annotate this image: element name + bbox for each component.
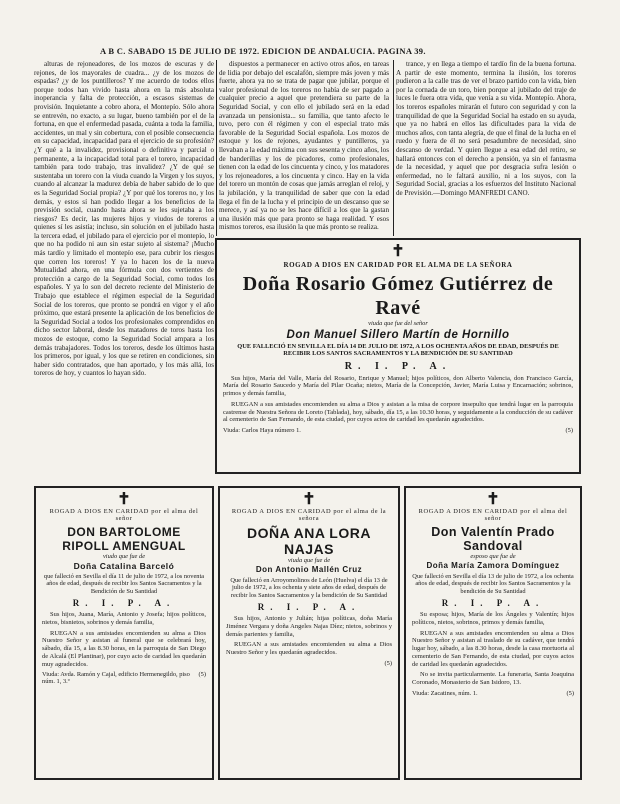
obituary-footer xyxy=(42,671,206,685)
obituary-ruego: ROGAD A DIOS EN CARIDAD por el alma del señor xyxy=(418,508,568,522)
obituary-right xyxy=(404,486,582,780)
obituary-fallecio: Que falleció en Sevilla el día 13 de julio de 1972, a los ochenta años de edad, después de recibir los Santos Sacramentos y la bendición de Su Santidad xyxy=(412,572,574,595)
obituary-viuda: viuda que fue del señor xyxy=(368,320,428,327)
obituary-family: Sus hijos, María del Valle, María del Rosario, Enrique y Manuel; hijos políticos, don Alberto Valencia, don Francisco García, María del Rosario Saucedo y María del Pilar Ocaña; nietos, María de la Concepción, Javier, María Luisa y Encarnación; sobrinos, primos y demás familia, xyxy=(223,374,573,398)
article-column-2 xyxy=(219,60,389,236)
obituary-ref: (5) xyxy=(565,427,573,434)
obituary-fallecio: que falleció en Sevilla el día 11 de julio de 1972, a los noventa años de edad, después de recibir los Santos Sacramentos y la Bendición de Su Santidad xyxy=(43,572,205,595)
column-divider xyxy=(393,60,394,236)
obituary-family: Sus hijos, Antonio y Julián; hijas políticas, doña María Jiménez Vergara y doña Angeles Najas Díez; nietos, sobrinos y demás parientes y familia, xyxy=(226,615,392,638)
obituary-name: DOÑA ANA LORA NAJAS xyxy=(247,525,371,557)
obituary-footer xyxy=(412,690,574,697)
obituary-husband: Don Manuel Sillero Martín de Hornillo xyxy=(286,328,510,341)
article-column-3 xyxy=(396,60,576,236)
obituary-family: Su esposa; hijos, María de los Ángeles y Valentín; hijos políticos, nietos, sobrinos, primos y demás familia, xyxy=(412,611,574,627)
obituary-footer xyxy=(226,660,392,667)
obituary-ruego: ROGAD A DIOS EN CARIDAD por el alma de la señora xyxy=(231,508,387,522)
obituary-ripa: R. I. P. A. xyxy=(441,598,545,609)
article-column-1-text: alturas de rejoneadores, de los mozos de escuras y de rejones, de los mayorales de cuadra... ¿y de los mozos de espadas? ¿y de los puntilleros? Y me acuerdo de todos ellos porque todos han vivido hasta ahora en la más absoluta inoperancia y falta de protección, a escasos sistemas de provisión. Inquietante a cobro ahora, el Montepío. Sólo ahora se entrevén, no exacto, a su lugar, bueno también por el de la fortuna, en que el enfermedad pasada, cuánta a toda la familia, accidentes, un mal y sin cobertura, con el posible consecuencia en su capacidad, incapacidad para el ejercicio de su profesión? ¿Y qué a la invalidez, provisional o definitiva y parcial o permanente, a la incapacidad total para el torero, incapacidad también para todo trabajo, tras invalidez? ¿Y de qué se sustentaba un torero con la viuda cuando la Virgen y los suyos, cuando al alcanzar la madurez debía de haber sabido de lo que es la Seguridad Social propia? ¿Y por qué los toreros no, y los demás, y estos sí han podido llegar a los beneficios de la previsión social, cuando hasta ahora se les sujetaba a los riesgos? Es decir, las mujeres hijos y viudos de toreros a quienes sí les asistía; incluso, sin solución en el jubilado hasta la tercera edad, el jubilado para el ejercicio por el montepío, lo que no ha podido ni aun sin estar sujeto al sistema? ¡Mucho más tardío y limitado el montepío ese, para cubrir los riesgos que corren los toreros! Y ya lo hacen los de la nueva Mutualidad ahora, en una fórmula con dos vertientes de protección a cargo de la Seguridad Social, como todos los españoles. Y ya lo son del decreto reciente del Ministerio de Trabajo que establece el régimen especial de la Seguridad Social de los toreros, que pronto se pondrá en vigor y el año próximo, que estará presente la aplicación de los beneficios de la Seguridad Social a todos los profesionales comprendidos en dicho sector laboral, desde los matadores de toros hasta los mozos de estoque, como la Seguridad Social ampara a los demás trabajadores. Todos los toreros, desde los últimos hasta los primeros, por igual, y los que se retiren en condiciones, sin haber sido contratados, que han aportado, y los más allá, los toreros de hoy, y cuantos lo hayan sido. xyxy=(34,60,214,378)
article-column-2-text: dispuestos a permanecer en activo otros años, en tareas de lidia por debajo del escalafón, siempre más joven y más fuerte, ahora ya no se trata de pagar que jubilar, porque el valor profesional de los toreros no había de ser pagado a cualquier precio a aquel que pretendiera su parte de la Seguridad Social, y con ello el jubilado será en la edad avanzada un pensionista... su familia, que tanto afecto le tuvo, pero con él régimen y con el especial trato más favorable de la Seguridad Social española. Los mozos de estoque y los de rejones, ayudantes y puntilleros, ya llevaban a la edad máxima con sus sesenta y cinco años, los de banderillas y los de picadores, como profesionales, tienen con la edad de los cincuenta y cinco, y los matadores y los rejoneadores, a los cincuenta y cinco. Hay en la vida del torero un montón de cosas que jamás arreglan el reloj, y la jubilación, y la tranquilidad de saber que con la edad llega el fin de la lucha y el principio de un descanso que se merece, y así ya no se les hace difícil a los que la gastan una ilusión más que para pronto se haga realidad. Y esos mismos toreros, esa ilusión la que más pronto se realiza. xyxy=(219,60,389,232)
obituary-viudo: viudo que fue de xyxy=(102,553,146,560)
obituary-husband: Don Antonio Mallén Cruz xyxy=(255,564,363,574)
obituary-ruegan: RUEGAN a sus amistades encomienden su alma a Dios Nuestro Señor y asistan al traslado de su cadáver, que tendrá lugar hoy, sábado, a las 8.30 horas, desde la casa mortuoria al cementerio de San Fernando, de esta ciudad, por cuyos actos de caridad les quedarán agradecidos. xyxy=(412,629,574,668)
article-column-3-text: trance, y en llega a tiempo el tardío fin de la buena fortuna. A partir de este momento, termina la ilusión, los toreros pudieron a la calle tras de ver el brazo partido con la vida, bien por la cornada de un toro, bien porque al jubilado del traje de luces le fuera otra vida, que venía a su vida. Montepío. Ahora, los toreros españoles mirarán el futuro con seguridad y con la tranquilidad de que la Seguridad Social ha estado en su ayuda, que ya no habrá en ellos las dificultades para la vida de muchos años, con tanta alegría, de que el final de la lucha en el ruedo y fuera de él no será pesadumbre de necesidad, sino descanso de verdad. Y quien llegue a esa edad del retiro, se hallará entonces con el derecho a pensión, ya sin el fantasma de la necesidad, y aquel que por desgracia sufra lesión o enfermedad, no le faltará auxilio, ni a los suyos, con la Seguridad Social, gracias a los esfuerzos del Instituto Nacional de Previsión.—Domingo MANFREDI CANO. xyxy=(396,60,576,197)
column-divider xyxy=(216,60,217,236)
obituary-ref: (5) xyxy=(198,671,206,679)
obituary-ruegan: RUEGAN a sus amistades encomienden su alma a Dios y asistan a la misa de corpore insepulto que tendrá lugar en la parroquia castrense de Nuestra Señora de Loreto (Tablada), hoy, sábado, día 15, a las 10.30 horas, y seguidamente a la conducción de su cadáver al cementerio de San Fernando, de esta ciudad, por cuyos actos de caridad les quedarán agradecidos. xyxy=(223,400,573,424)
obituary-fallecio: Que falleció en Arroyomolinos de León (Huelva) el día 13 de julio de 1972, a los ochenta y siete años de edad, después de recibir los Santos Sacramentos y la bendición de Su Santidad xyxy=(230,576,388,599)
obituary-footer xyxy=(223,427,573,434)
page-header: A B C. SABADO 15 DE JULIO DE 1972. EDICION DE ANDALUCIA. PAGINA 39. xyxy=(100,46,426,56)
obituary-family: Sus hijos, Juana, María, Antonio y Josefa; hijos políticos, nietos, bisnietos, sobrinos y demás familia, xyxy=(42,611,206,627)
obituary-middle xyxy=(218,486,400,780)
obituary-name: Don Valentín Prado Sandoval xyxy=(431,525,555,553)
obituary-ruegan: RUEGAN a sus amistades encomienden su alma a Dios Nuestro Señor y asistan al funeral que se celebrará hoy, sábado, día 15, a las 8.30 horas, en la parroquia de San Diego de Alcalá (El Plantinar), por cuyo acto de caridad les quedarán muy agradecidos. xyxy=(42,629,206,668)
obituary-viuda: viuda que fue de xyxy=(287,557,331,564)
obituary-main xyxy=(215,238,581,474)
obituary-ripa: R. I. P. A. xyxy=(72,598,176,609)
obituary-ruego: ROGAD A DIOS EN CARIDAD POR EL ALMA DE LA SEÑORA xyxy=(283,261,513,269)
obituary-name: Doña Rosario Gómez Gutiérrez de Ravé xyxy=(242,273,554,319)
obituary-address: Viuda: Carlos Haya número 1. xyxy=(223,427,301,434)
cross-icon: ✝ xyxy=(117,491,131,508)
obituary-name: DON BARTOLOME RIPOLL AMENGUAL xyxy=(62,525,186,553)
obituary-ripa: R. I. P. A. xyxy=(257,602,361,613)
obituary-note: No se invita particularmente. La funeraria, Santa Joaquina Coronado, Monasterio de San Isidoro, 13. xyxy=(412,671,574,686)
obituary-ruego: ROGAD A DIOS EN CARIDAD por el alma del señor xyxy=(49,508,199,522)
obituary-address: Viuda: Avda. Ramón y Cajal, edificio Hermenegildo, piso núm. 1, 3.º xyxy=(42,671,190,686)
obituary-ref: (5) xyxy=(384,659,392,667)
obituary-wife: Doña María Zamora Domínguez xyxy=(426,560,560,570)
obituary-ruegan: RUEGAN a sus amistades encomienden su alma a Dios Nuestro Señor y les quedarán agradecidos. xyxy=(226,641,392,657)
obituary-address: Viuda: Zacatines, núm. 1. xyxy=(412,689,478,697)
obituary-wife: Doña Catalina Barceló xyxy=(73,560,175,571)
cross-icon: ✝ xyxy=(391,243,405,260)
article-column-1 xyxy=(34,60,214,472)
obituary-ref: (5) xyxy=(566,689,574,697)
obituary-fallecio: QUE FALLECIÓ EN SEVILLA EL DÍA 14 DE JULIO DE 1972, A LOS OCHENTA AÑOS DE EDAD, DESPUÉS DE RECIBIR LOS SANTOS SACRAMENTOS Y LA BENDICIÓN DE SU SANTIDAD xyxy=(237,342,559,358)
obituary-esposo: esposo que fue de xyxy=(470,553,516,560)
obituary-ripa: R. I. P. A. xyxy=(344,360,452,372)
cross-icon: ✝ xyxy=(302,491,316,508)
obituary-left xyxy=(34,486,214,780)
cross-icon: ✝ xyxy=(486,491,500,508)
